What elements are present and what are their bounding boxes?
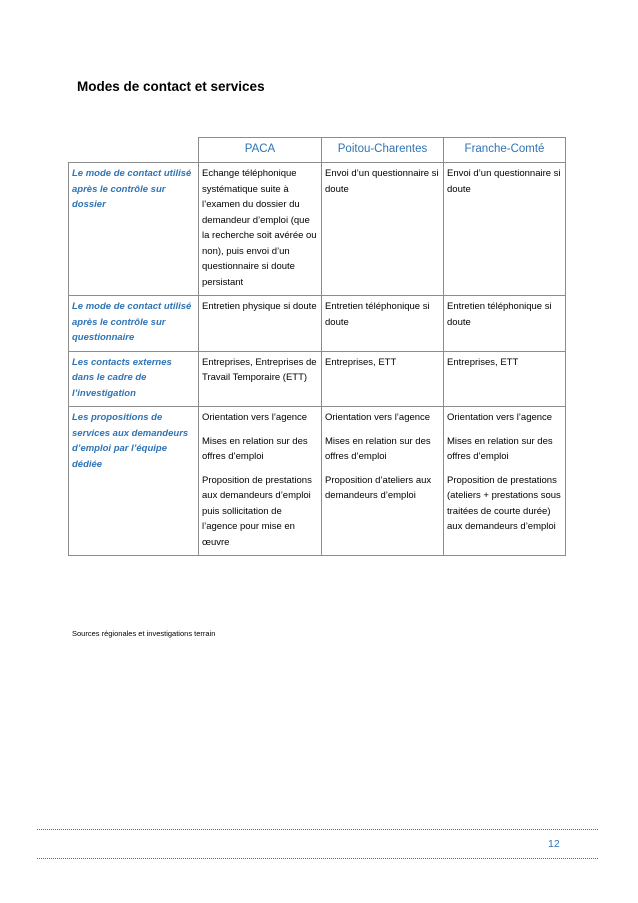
cell-text: Proposition de prestations aux demandeurs d’emploi puis sollicitation de l’agence pour mise en œuvre bbox=[202, 474, 312, 548]
cell-text: Envoi d’un questionnaire si doute bbox=[447, 168, 561, 195]
cell-text: Entretien téléphonique si doute bbox=[447, 301, 552, 328]
table-cell bbox=[444, 407, 566, 556]
column-header-poitou-charentes: Poitou-Charentes bbox=[322, 138, 444, 163]
corner-header bbox=[69, 138, 199, 163]
table-row bbox=[69, 407, 566, 556]
column-header-franche-comte: Franche-Comté bbox=[444, 138, 566, 163]
cell-text: Mises en relation sur des offres d’emploi bbox=[202, 435, 308, 462]
footer-divider-top bbox=[37, 829, 598, 830]
source-note: Sources régionales et investigations terrain bbox=[72, 629, 216, 638]
column-header-paca: PACA bbox=[199, 138, 322, 163]
row-header-contact-dossier: Le mode de contact utilisé après le contrôle sur dossier bbox=[69, 163, 199, 296]
cell-text: Proposition de prestations (ateliers + prestations sous traitées de courte durée) aux demandeurs d’emploi bbox=[447, 474, 561, 532]
table-cell bbox=[199, 296, 322, 352]
cell-text: Proposition d’ateliers aux demandeurs d’emploi bbox=[325, 474, 432, 501]
table-cell bbox=[322, 296, 444, 352]
table-cell bbox=[199, 163, 322, 296]
table-cell bbox=[199, 407, 322, 556]
table-row bbox=[69, 163, 566, 296]
table-cell bbox=[322, 163, 444, 296]
row-header-service-proposals: Les propositions de services aux demandeurs d’emploi par l’équipe dédiée bbox=[69, 407, 199, 556]
table-cell bbox=[444, 351, 566, 407]
cell-text: Orientation vers l’agence bbox=[447, 412, 553, 423]
cell-text: Entreprises, Entreprises de Travail Temporaire (ETT) bbox=[202, 356, 317, 383]
cell-text: Entreprises, ETT bbox=[325, 356, 397, 368]
cell-text: Entretien téléphonique si doute bbox=[325, 301, 430, 328]
cell-text: Mises en relation sur des offres d’emploi bbox=[325, 435, 431, 462]
row-header-contact-questionnaire: Le mode de contact utilisé après le contrôle sur questionnaire bbox=[69, 296, 199, 352]
table-row bbox=[69, 296, 566, 352]
table-cell bbox=[444, 163, 566, 296]
comparison-table bbox=[68, 137, 566, 556]
cell-text: Echange téléphonique systématique suite à l’examen du dossier du demandeur d’emploi (que la recherche soit avérée ou non), puis envoi d’un questionnaire si doute persistant bbox=[202, 168, 317, 288]
footer-divider-bottom bbox=[37, 858, 598, 859]
table-cell bbox=[322, 351, 444, 407]
cell-text: Entretien physique si doute bbox=[202, 301, 317, 312]
cell-text: Mises en relation sur des offres d’emploi bbox=[447, 435, 553, 462]
cell-text: Envoi d’un questionnaire si doute bbox=[325, 168, 439, 195]
table-row bbox=[69, 351, 566, 407]
table-header-row bbox=[69, 138, 566, 163]
table-cell bbox=[199, 351, 322, 407]
page-number: 12 bbox=[548, 838, 560, 850]
section-title: Modes de contact et services bbox=[77, 79, 265, 94]
cell-text: Orientation vers l’agence bbox=[325, 412, 431, 423]
row-header-external-contacts: Les contacts externes dans le cadre de l’investigation bbox=[69, 351, 199, 407]
cell-text: Entreprises, ETT bbox=[447, 356, 519, 368]
cell-text: Orientation vers l’agence bbox=[202, 412, 308, 423]
table-cell bbox=[322, 407, 444, 556]
table-cell bbox=[444, 296, 566, 352]
